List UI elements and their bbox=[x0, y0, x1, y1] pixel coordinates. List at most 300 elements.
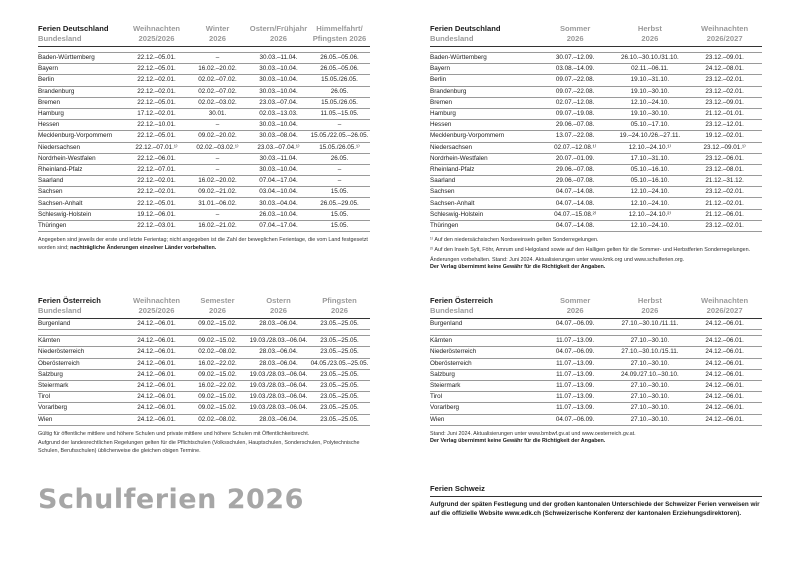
date-cell: 02.11.–06.11. bbox=[613, 64, 688, 75]
state-column-label: Bundesland bbox=[38, 34, 82, 43]
date-cell: 09.02.–15.02. bbox=[187, 392, 248, 403]
date-cell: 16.02.–22.02. bbox=[187, 358, 248, 369]
column-header-line: Herbst bbox=[637, 24, 662, 33]
state-name-cell: Bayern bbox=[38, 64, 126, 75]
date-cell: 30.03.–10.04. bbox=[248, 120, 309, 131]
date-cell: 09.07.–22.08. bbox=[538, 75, 613, 86]
date-cell: 23.05.–25.05. bbox=[309, 392, 370, 403]
date-cell: 09.02.–15.02. bbox=[187, 319, 248, 330]
date-cell: 26.05. bbox=[309, 153, 370, 164]
column-header bbox=[538, 296, 613, 319]
date-cell: 27.10.–30.10. bbox=[613, 392, 688, 403]
date-cell: 02.02.–08.02. bbox=[187, 347, 248, 358]
date-cell: 29.06.–07.08. bbox=[538, 120, 613, 131]
date-cell: 23.05.–25.05. bbox=[309, 336, 370, 347]
date-cell: 15.05. bbox=[309, 220, 370, 231]
date-cell: 24.12.–06.01. bbox=[687, 369, 762, 380]
table-row bbox=[38, 75, 370, 86]
date-cell: 11.07.–13.09. bbox=[538, 380, 613, 391]
table-row bbox=[430, 369, 762, 380]
table-row bbox=[38, 414, 370, 425]
header-row bbox=[430, 24, 762, 47]
state-name-cell: Wien bbox=[38, 414, 126, 425]
table-row bbox=[38, 187, 370, 198]
switzerland-text: Aufgrund der späten Festlegung und der großen kantonalen Unterschiede der Schweizer Ferien verweisen wir auf die offizielle Website www.edk.ch (Schweizerische Konferenz der kantonalen Erziehungsdirektoren). bbox=[430, 501, 760, 517]
state-name-cell: Hamburg bbox=[430, 108, 538, 119]
date-cell: 30.03.–08.04. bbox=[248, 131, 309, 142]
column-header-line: 2026 bbox=[566, 34, 584, 43]
state-name-cell: Berlin bbox=[430, 75, 538, 86]
date-cell: 19.–24.10./26.–27.11. bbox=[613, 131, 688, 142]
date-cell: 09.02.–20.02. bbox=[187, 131, 248, 142]
date-cell: 27.10.–30.10./15.11. bbox=[613, 347, 688, 358]
column-header-line: 2026 bbox=[331, 306, 348, 315]
date-cell: 09.07.–22.08. bbox=[538, 86, 613, 97]
table-row bbox=[38, 176, 370, 187]
state-name-cell: Sachsen-Anhalt bbox=[430, 198, 538, 209]
date-cell: 21.12.–31.12. bbox=[687, 176, 762, 187]
date-cell: 11.07.–13.09. bbox=[538, 358, 613, 369]
table-row bbox=[38, 142, 370, 153]
table-row bbox=[430, 86, 762, 97]
date-cell: 29.06.–07.08. bbox=[538, 176, 613, 187]
date-cell: 12.10.–24.10. bbox=[613, 187, 688, 198]
footnotes bbox=[430, 431, 762, 447]
date-cell: 19.10.–30.10. bbox=[613, 86, 688, 97]
date-cell: 26.05. bbox=[309, 86, 370, 97]
date-cell: 24.12.–06.01. bbox=[687, 319, 762, 330]
date-cell: 02.02.–08.02. bbox=[187, 414, 248, 425]
date-cell: 23.12.–09.01. bbox=[687, 97, 762, 108]
date-cell: 09.02.–21.02. bbox=[187, 187, 248, 198]
date-cell: 24.12.–06.01. bbox=[126, 358, 187, 369]
date-cell: 30.03.–11.04. bbox=[248, 153, 309, 164]
state-name-cell: Sachsen bbox=[430, 187, 538, 198]
date-cell: 19.03./28.03.–06.04. bbox=[248, 369, 309, 380]
date-cell: 17.12.–02.01. bbox=[126, 108, 187, 119]
date-cell: 23.12.–12.01. bbox=[687, 120, 762, 131]
date-cell: 11.07.–13.09. bbox=[538, 392, 613, 403]
state-name-cell: Hessen bbox=[430, 120, 538, 131]
table-row bbox=[430, 358, 762, 369]
date-cell: 12.10.–24.10.²⁾ bbox=[613, 209, 688, 220]
date-cell: – bbox=[187, 164, 248, 175]
table-row bbox=[430, 64, 762, 75]
page-title: Schulferien 2026 bbox=[38, 484, 304, 515]
date-cell: 21.12.–01.01. bbox=[687, 108, 762, 119]
column-header-line: Ostern/Frühjahr bbox=[249, 24, 308, 33]
column-header-state bbox=[38, 296, 126, 319]
date-cell: 19.03./28.03.–06.04. bbox=[248, 336, 309, 347]
column-header-line: Ostern bbox=[266, 296, 291, 305]
state-name-cell: Baden-Württemberg bbox=[430, 53, 538, 64]
column-header-line: Sommer bbox=[559, 24, 591, 33]
holiday-table bbox=[430, 24, 762, 232]
date-cell: 23.05.–25.05. bbox=[309, 380, 370, 391]
date-cell: 03.08.–14.09. bbox=[538, 64, 613, 75]
date-cell: 23.12.–02.01. bbox=[687, 187, 762, 198]
column-header-line: Herbst bbox=[637, 296, 662, 305]
column-header-line: 2026/2027 bbox=[706, 34, 743, 43]
date-cell: 15.05. bbox=[309, 187, 370, 198]
table-row bbox=[38, 131, 370, 142]
column-header-line: Weihnachten bbox=[701, 24, 749, 33]
footnote bbox=[430, 247, 762, 255]
table-row bbox=[430, 336, 762, 347]
state-name-cell: Niedersachsen bbox=[38, 142, 126, 153]
table-row bbox=[430, 108, 762, 119]
date-cell: 15.05./26.05. bbox=[309, 75, 370, 86]
column-header-line: Sommer bbox=[559, 296, 591, 305]
date-cell: 22.12.–02.01. bbox=[126, 187, 187, 198]
table-row bbox=[38, 319, 370, 330]
date-cell: 23.03.–07.04. bbox=[248, 97, 309, 108]
table-row bbox=[38, 198, 370, 209]
state-name-cell: Bremen bbox=[38, 97, 126, 108]
state-name-cell: Mecklenburg-Vorpommern bbox=[38, 131, 126, 142]
column-header-line: 2026 bbox=[270, 306, 287, 315]
date-cell: 27.10.–30.10. bbox=[613, 414, 688, 425]
footnote-text: ¹⁾ Auf den niedersächsischen Nordseeinseln gelten Sonderregelungen. bbox=[430, 237, 599, 243]
table-row bbox=[38, 369, 370, 380]
state-name-cell: Mecklenburg-Vorpommern bbox=[430, 131, 538, 142]
column-header-line: 2026 bbox=[209, 306, 226, 315]
date-cell: 02.02.–07.02. bbox=[187, 86, 248, 97]
state-name-cell: Rheinland-Pfalz bbox=[430, 164, 538, 175]
date-cell: 29.06.–07.08. bbox=[538, 164, 613, 175]
table-row bbox=[38, 392, 370, 403]
date-cell: 16.02.–20.02. bbox=[187, 64, 248, 75]
date-cell: 23.12.–06.01. bbox=[687, 153, 762, 164]
date-cell: 16.02.–21.02. bbox=[187, 220, 248, 231]
state-name-cell: Bayern bbox=[430, 64, 538, 75]
date-cell: 15.05./26.05.¹⁾ bbox=[309, 142, 370, 153]
table-row bbox=[430, 120, 762, 131]
date-cell: 04.05./23.05.–25.05. bbox=[309, 358, 370, 369]
footnote bbox=[430, 431, 762, 447]
state-name-cell: Rheinland-Pfalz bbox=[38, 164, 126, 175]
table-row bbox=[38, 209, 370, 220]
date-cell: 22.12.–06.01. bbox=[126, 153, 187, 164]
date-cell: 07.04.–17.04. bbox=[248, 220, 309, 231]
column-header-state bbox=[38, 24, 126, 47]
date-cell: 22.12.–07.01. bbox=[126, 164, 187, 175]
column-header-line: Pfingsten 2026 bbox=[312, 34, 367, 43]
state-name-cell: Thüringen bbox=[430, 220, 538, 231]
date-cell: 22.12.–02.01. bbox=[126, 75, 187, 86]
date-cell: 04.07.–06.09. bbox=[538, 319, 613, 330]
holiday-table bbox=[38, 24, 370, 232]
footnotes bbox=[38, 431, 370, 456]
state-name-cell: Sachsen-Anhalt bbox=[38, 198, 126, 209]
date-cell: 11.07.–13.09. bbox=[538, 369, 613, 380]
date-cell: 17.10.–31.10. bbox=[613, 153, 688, 164]
table-title: Ferien Deutschland bbox=[430, 24, 501, 33]
state-name-cell: Brandenburg bbox=[38, 86, 126, 97]
state-name-cell: Vorarlberg bbox=[430, 403, 538, 414]
date-cell: 24.12.–06.01. bbox=[126, 369, 187, 380]
date-cell: 28.03.–06.04. bbox=[248, 414, 309, 425]
date-cell: – bbox=[309, 120, 370, 131]
column-header-line: Pfingsten bbox=[322, 296, 357, 305]
column-header-line: Semester bbox=[200, 296, 235, 305]
date-cell: 12.10.–24.10. bbox=[613, 97, 688, 108]
footnotes bbox=[38, 237, 370, 253]
date-cell: 21.12.–06.01. bbox=[687, 209, 762, 220]
state-column-label: Bundesland bbox=[430, 306, 474, 315]
date-cell: 26.05.–05.06. bbox=[309, 64, 370, 75]
date-cell: 27.10.–30.10. bbox=[613, 336, 688, 347]
date-cell: 02.03.–13.03. bbox=[248, 108, 309, 119]
date-cell: 19.10.–30.10. bbox=[613, 108, 688, 119]
date-cell: 02.02.–03.02.¹⁾ bbox=[187, 142, 248, 153]
date-cell: 16.02.–22.02. bbox=[187, 380, 248, 391]
date-cell: 13.07.–22.08. bbox=[538, 131, 613, 142]
state-name-cell: Brandenburg bbox=[430, 86, 538, 97]
column-header bbox=[309, 24, 370, 47]
date-cell: 24.12.–06.01. bbox=[126, 392, 187, 403]
table-title: Ferien Deutschland bbox=[38, 24, 109, 33]
date-cell: 02.07.–12.08.¹⁾ bbox=[538, 142, 613, 153]
holiday-table bbox=[430, 296, 762, 426]
state-name-cell: Tirol bbox=[38, 392, 126, 403]
column-header bbox=[126, 24, 187, 47]
date-cell: 24.12.–06.01. bbox=[687, 392, 762, 403]
date-cell: 30.07.–12.09. bbox=[538, 53, 613, 64]
date-cell: 22.12.–02.01. bbox=[126, 176, 187, 187]
state-name-cell: Steiermark bbox=[38, 380, 126, 391]
date-cell: 07.04.–17.04. bbox=[248, 176, 309, 187]
table-title: Ferien Österreich bbox=[38, 296, 101, 305]
state-name-cell: Baden-Württemberg bbox=[38, 53, 126, 64]
table-row bbox=[38, 347, 370, 358]
date-cell: 15.05. bbox=[309, 209, 370, 220]
footnote-text: Gültig für öffentliche mittlere und höhere Schulen und private mittlere und höhere Schulen mit Öffentlichkeitsrecht. bbox=[38, 430, 310, 437]
state-name-cell: Saarland bbox=[38, 176, 126, 187]
table-row bbox=[430, 164, 762, 175]
table-row bbox=[430, 75, 762, 86]
state-name-cell: Steiermark bbox=[430, 380, 538, 391]
table-row bbox=[38, 53, 370, 64]
footnote-text: Stand: Juni 2024. Aktualisierungen unter www.bmbwf.gv.at und www.oesterreich.gv.at. bbox=[430, 430, 636, 437]
date-cell: 24.12.–06.01. bbox=[687, 336, 762, 347]
state-name-cell: Saarland bbox=[430, 176, 538, 187]
table-row bbox=[430, 53, 762, 64]
date-cell: 30.03.–11.04. bbox=[248, 53, 309, 64]
date-cell: 04.07.–14.08. bbox=[538, 187, 613, 198]
date-cell: 26.03.–10.04. bbox=[248, 209, 309, 220]
footnote bbox=[430, 257, 762, 273]
state-name-cell: Nordrhein-Westfalen bbox=[430, 153, 538, 164]
date-cell: 28.03.–06.04. bbox=[248, 319, 309, 330]
table-row bbox=[430, 220, 762, 231]
date-cell: 23.12.–02.01. bbox=[687, 75, 762, 86]
column-header-state bbox=[430, 296, 538, 319]
date-cell: 24.12.–06.01. bbox=[126, 319, 187, 330]
column-header-line: 2026 bbox=[641, 34, 659, 43]
date-cell: 30.03.–10.04. bbox=[248, 86, 309, 97]
column-header-line: 2026 bbox=[641, 306, 659, 315]
germany-summer-holidays-table bbox=[430, 24, 762, 274]
state-name-cell: Salzburg bbox=[430, 369, 538, 380]
state-name-cell: Salzburg bbox=[38, 369, 126, 380]
table-row bbox=[38, 86, 370, 97]
table-row bbox=[38, 403, 370, 414]
date-cell: 12.10.–24.10.¹⁾ bbox=[613, 142, 688, 153]
date-cell: 23.05.–25.05. bbox=[309, 403, 370, 414]
date-cell: 15.05./22.05.–26.05. bbox=[309, 131, 370, 142]
column-header bbox=[248, 296, 309, 319]
date-cell: 22.12.–02.01. bbox=[126, 86, 187, 97]
column-header bbox=[538, 24, 613, 47]
column-header-line: 2026 bbox=[270, 34, 287, 43]
date-cell: 21.12.–02.01. bbox=[687, 198, 762, 209]
date-cell: 23.05.–25.05. bbox=[309, 414, 370, 425]
table-row bbox=[430, 142, 762, 153]
date-cell: 24.12.–06.01. bbox=[126, 414, 187, 425]
date-cell: 19.03./28.03.–06.04. bbox=[248, 380, 309, 391]
date-cell: – bbox=[187, 153, 248, 164]
date-cell: 23.12.–02.01. bbox=[687, 220, 762, 231]
date-cell: 24.12.–06.01. bbox=[687, 403, 762, 414]
table-row bbox=[430, 198, 762, 209]
table-row bbox=[430, 153, 762, 164]
header-row bbox=[430, 296, 762, 319]
state-column-label: Bundesland bbox=[38, 306, 82, 315]
column-header-line: 2025/2026 bbox=[138, 34, 175, 43]
date-cell: 04.07.–15.08.²⁾ bbox=[538, 209, 613, 220]
date-cell: 19.12.–06.01. bbox=[126, 209, 187, 220]
date-cell: 22.12.–10.01. bbox=[126, 120, 187, 131]
table-row bbox=[430, 392, 762, 403]
table-row bbox=[430, 131, 762, 142]
footnote-text: Aufgrund der landesrechtlichen Regelungen gelten für die Pflichtschulen (Volksschulen, Hauptschulen, Sonderschulen, Polytechnische Schulen, Berufsschulen) üblicherweise die gleichen obigen Termine. bbox=[38, 440, 360, 455]
date-cell: 24.12.–06.01. bbox=[687, 414, 762, 425]
date-cell: 05.10.–16.10. bbox=[613, 176, 688, 187]
column-header bbox=[687, 24, 762, 47]
table-row bbox=[430, 403, 762, 414]
date-cell: 12.10.–24.10. bbox=[613, 220, 688, 231]
date-cell: 28.03.–06.04. bbox=[248, 347, 309, 358]
column-header-state bbox=[430, 24, 538, 47]
date-cell: 23.12.–09.01.¹⁾ bbox=[687, 142, 762, 153]
date-cell: 23.05.–25.05. bbox=[309, 369, 370, 380]
column-header-line: Weihnachten bbox=[701, 296, 749, 305]
state-name-cell: Kärnten bbox=[430, 336, 538, 347]
date-cell: – bbox=[309, 176, 370, 187]
date-cell: 24.12.–06.01. bbox=[687, 358, 762, 369]
table-row bbox=[38, 97, 370, 108]
header-row bbox=[38, 296, 370, 319]
date-cell: 22.12.–05.01. bbox=[126, 97, 187, 108]
date-cell: 09.02.–15.02. bbox=[187, 336, 248, 347]
table-row bbox=[430, 414, 762, 425]
table-row bbox=[38, 220, 370, 231]
date-cell: 23.12.–09.01. bbox=[687, 53, 762, 64]
date-cell: 04.07.–14.08. bbox=[538, 198, 613, 209]
column-header-line: 2026 bbox=[209, 34, 226, 43]
state-name-cell: Thüringen bbox=[38, 220, 126, 231]
date-cell: 04.07.–06.09. bbox=[538, 347, 613, 358]
state-name-cell: Hessen bbox=[38, 120, 126, 131]
column-header-line: Weihnachten bbox=[132, 296, 181, 305]
date-cell: 22.12.–05.01. bbox=[126, 198, 187, 209]
column-header-line: Himmelfahrt/ bbox=[316, 24, 363, 33]
state-name-cell: Nordrhein-Westfalen bbox=[38, 153, 126, 164]
date-cell: 23.03.–07.04.¹⁾ bbox=[248, 142, 309, 153]
state-name-cell: Tirol bbox=[430, 392, 538, 403]
table-row bbox=[38, 120, 370, 131]
state-name-cell: Niedersachsen bbox=[430, 142, 538, 153]
date-cell: 24.12.–06.01. bbox=[126, 347, 187, 358]
table-row bbox=[38, 164, 370, 175]
state-name-cell: Schleswig-Holstein bbox=[38, 209, 126, 220]
state-name-cell: Wien bbox=[430, 414, 538, 425]
date-cell: 24.12.–06.01. bbox=[687, 380, 762, 391]
column-header bbox=[687, 296, 762, 319]
state-name-cell: Schleswig-Holstein bbox=[430, 209, 538, 220]
footnote-text: ²⁾ Auf den Inseln Sylt, Föhr, Amrum und Helgoland sowie auf den Halligen gelten für die Sommer- und Herbstferien Sonderregelungen. bbox=[430, 246, 751, 253]
column-header bbox=[187, 296, 248, 319]
date-cell: 22.12.–05.01. bbox=[126, 64, 187, 75]
date-cell: 30.03.–10.04. bbox=[248, 164, 309, 175]
column-header bbox=[613, 296, 688, 319]
date-cell: 20.07.–01.09. bbox=[538, 153, 613, 164]
footnote-disclaimer: Der Verlag übernimmt keine Gewähr für die Richtigkeit der Angaben. bbox=[430, 264, 606, 271]
footnote bbox=[38, 237, 370, 253]
date-cell: 27.10.–30.10. bbox=[613, 380, 688, 391]
date-cell: 03.04.–10.04. bbox=[248, 187, 309, 198]
date-cell: 09.07.–19.08. bbox=[538, 108, 613, 119]
state-name-cell: Burgenland bbox=[38, 319, 126, 330]
holiday-table bbox=[38, 296, 370, 426]
date-cell: 16.02.–20.02. bbox=[187, 176, 248, 187]
date-cell: 26.05.–29.05. bbox=[309, 198, 370, 209]
austria-winter-holidays-table bbox=[38, 296, 370, 458]
date-cell: 30.01. bbox=[187, 108, 248, 119]
date-cell: 31.01.–06.02. bbox=[187, 198, 248, 209]
switzerland-holidays-note bbox=[430, 484, 762, 518]
footnote-disclaimer: Der Verlag übernimmt keine Gewähr für die Richtigkeit der Angaben. bbox=[430, 438, 606, 445]
footnote-text: Angegeben sind jeweils der erste und letzte Ferientag; nicht angegeben ist die Zahl der beweglichen Ferientage, die vom Land festgesetzt worden sind; bbox=[38, 237, 368, 251]
germany-winter-holidays-table bbox=[38, 24, 370, 255]
date-cell: 23.05.–25.05. bbox=[309, 319, 370, 330]
table-row bbox=[38, 153, 370, 164]
date-cell: 19.03./28.03.–06.04. bbox=[248, 403, 309, 414]
date-cell: 02.02.–07.02. bbox=[187, 75, 248, 86]
state-name-cell: Hamburg bbox=[38, 108, 126, 119]
column-header-line: 2026/2027 bbox=[706, 306, 743, 315]
date-cell: 02.07.–12.08. bbox=[538, 97, 613, 108]
table-row bbox=[38, 64, 370, 75]
date-cell: 27.10.–30.10. bbox=[613, 403, 688, 414]
state-name-cell: Sachsen bbox=[38, 187, 126, 198]
date-cell: 11.07.–13.09. bbox=[538, 336, 613, 347]
footnote bbox=[38, 431, 370, 439]
state-name-cell: Burgenland bbox=[430, 319, 538, 330]
table-row bbox=[430, 176, 762, 187]
date-cell: 11.07.–13.09. bbox=[538, 403, 613, 414]
column-header-line: 2025/2026 bbox=[138, 306, 175, 315]
state-name-cell: Vorarlberg bbox=[38, 403, 126, 414]
date-cell: 30.03.–10.04. bbox=[248, 75, 309, 86]
column-header-line: 2026 bbox=[566, 306, 584, 315]
state-name-cell: Niederösterreich bbox=[38, 347, 126, 358]
date-cell: – bbox=[309, 164, 370, 175]
date-cell: 09.02.–15.02. bbox=[187, 369, 248, 380]
table-title: Ferien Österreich bbox=[430, 296, 493, 305]
date-cell: 05.10.–17.10. bbox=[613, 120, 688, 131]
